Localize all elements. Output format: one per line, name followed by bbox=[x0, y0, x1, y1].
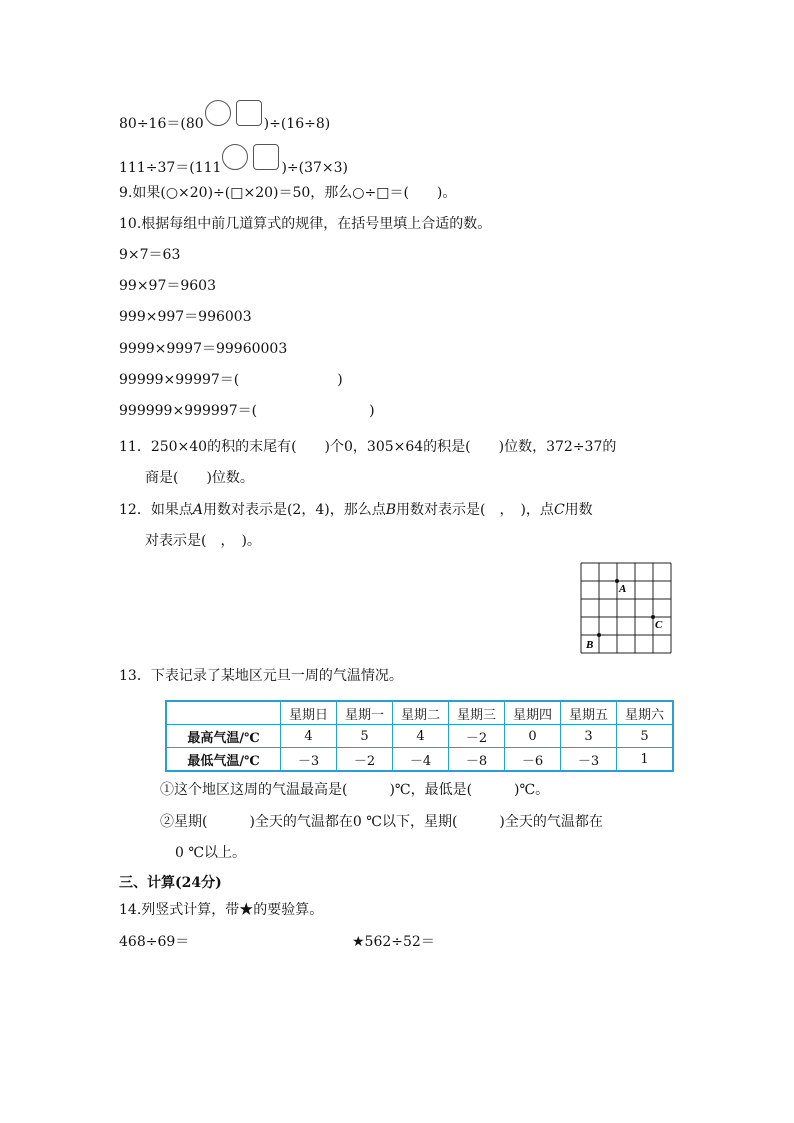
table-header-cell: 星期六 bbox=[617, 701, 674, 725]
table-cell: 3 bbox=[561, 725, 617, 748]
table-cell: 1 bbox=[617, 748, 674, 772]
q13-sub-1: ①这个地区这周的气温最高是( )℃，最低是( )℃。 bbox=[160, 782, 550, 798]
table-cell: 0 bbox=[505, 725, 561, 748]
table-header-row bbox=[166, 701, 673, 725]
table-row bbox=[166, 725, 673, 748]
q12-part-1: 12．如果点 bbox=[119, 502, 193, 518]
row-label: 最低气温/℃ bbox=[166, 748, 281, 772]
square-blank-icon[interactable] bbox=[236, 100, 262, 126]
table-cell: －8 bbox=[449, 748, 505, 772]
point-c-label: C bbox=[553, 502, 565, 518]
point-b-dot bbox=[597, 633, 601, 637]
q10-equation-3: 999×997＝996003 bbox=[119, 309, 252, 325]
row-label: 最高气温/℃ bbox=[166, 725, 281, 748]
coordinate-grid bbox=[578, 560, 674, 656]
table-header-cell: 星期日 bbox=[281, 701, 337, 725]
point-a-label: A bbox=[192, 502, 203, 518]
table-header-cell bbox=[166, 701, 281, 725]
table-cell: 5 bbox=[617, 725, 674, 748]
q14-calc-1: 468÷69＝ bbox=[119, 934, 190, 950]
q14-calc-2: ★562÷52＝ bbox=[352, 934, 435, 950]
q12-part-2: 用数对表示是(2，4)，那么点 bbox=[202, 502, 386, 518]
section-3-title: 三、计算(24分) bbox=[119, 875, 222, 891]
circle-blank-icon[interactable] bbox=[222, 144, 248, 170]
q10-equation-5: 99999×99997＝( ) bbox=[119, 372, 343, 388]
q10-equation-1: 9×7＝63 bbox=[119, 247, 181, 263]
q12-part-3: 用数对表示是( ， )，点 bbox=[396, 502, 554, 518]
table-cell: －3 bbox=[561, 748, 617, 772]
point-b-label: B bbox=[385, 502, 396, 518]
table-cell: －4 bbox=[393, 748, 449, 772]
question-12-line-1 bbox=[119, 500, 593, 520]
table-cell: －2 bbox=[449, 725, 505, 748]
table-header-cell: 星期一 bbox=[337, 701, 393, 725]
q8-line1-left: 80÷16＝(80 bbox=[119, 116, 204, 132]
grid-label-a: A bbox=[619, 583, 627, 595]
table-cell: 4 bbox=[393, 725, 449, 748]
q13-sub-2-line-2: 0 ℃以上。 bbox=[175, 845, 247, 861]
question-13: 13．下表记录了某地区元旦一周的气温情况。 bbox=[119, 668, 403, 684]
q12-part-4: 用数 bbox=[564, 502, 593, 518]
question-14: 14.列竖式计算，带★的要验算。 bbox=[119, 902, 324, 918]
question-11-line-2: 商是( )位数。 bbox=[145, 470, 254, 486]
q8-line1-right: )÷(16÷8) bbox=[263, 116, 331, 132]
q8-line-2 bbox=[119, 152, 348, 178]
table-header-cell: 星期四 bbox=[505, 701, 561, 725]
question-9: 9.如果(○×20)÷(□×20)＝50，那么○÷□＝( )。 bbox=[119, 185, 457, 201]
circle-blank-icon[interactable] bbox=[205, 100, 231, 126]
question-12-line-2: 对表示是( ， )。 bbox=[145, 533, 261, 549]
q8-line2-right: )÷(37×3) bbox=[281, 160, 349, 176]
question-11-line-1: 11．250×40的积的末尾有( )个0，305×64的积是( )位数，372÷37的 bbox=[119, 439, 617, 455]
q10-equation-6: 999999×999997＝( ) bbox=[119, 403, 375, 419]
q8-line-1 bbox=[119, 108, 330, 134]
table-header-cell: 星期三 bbox=[449, 701, 505, 725]
square-blank-icon[interactable] bbox=[253, 144, 279, 170]
table-header-cell: 星期二 bbox=[393, 701, 449, 725]
table-cell: －3 bbox=[281, 748, 337, 772]
table-header-cell: 星期五 bbox=[561, 701, 617, 725]
table-cell: －6 bbox=[505, 748, 561, 772]
question-10: 10.根据每组中前几道算式的规律，在括号里填上合适的数。 bbox=[119, 216, 492, 232]
table-cell: －2 bbox=[337, 748, 393, 772]
temperature-table bbox=[165, 700, 674, 772]
q10-equation-4: 9999×9997＝99960003 bbox=[119, 341, 288, 357]
table-cell: 4 bbox=[281, 725, 337, 748]
grid-label-b: B bbox=[586, 639, 594, 651]
q8-line2-left: 111÷37＝(111 bbox=[119, 160, 222, 176]
q10-equation-2: 99×97＝9603 bbox=[119, 278, 216, 294]
table-row bbox=[166, 748, 673, 772]
q13-sub-2-line-1: ②星期( )全天的气温都在0 ℃以下，星期( )全天的气温都在 bbox=[160, 814, 603, 830]
table-cell: 5 bbox=[337, 725, 393, 748]
grid-label-c: C bbox=[655, 619, 663, 631]
